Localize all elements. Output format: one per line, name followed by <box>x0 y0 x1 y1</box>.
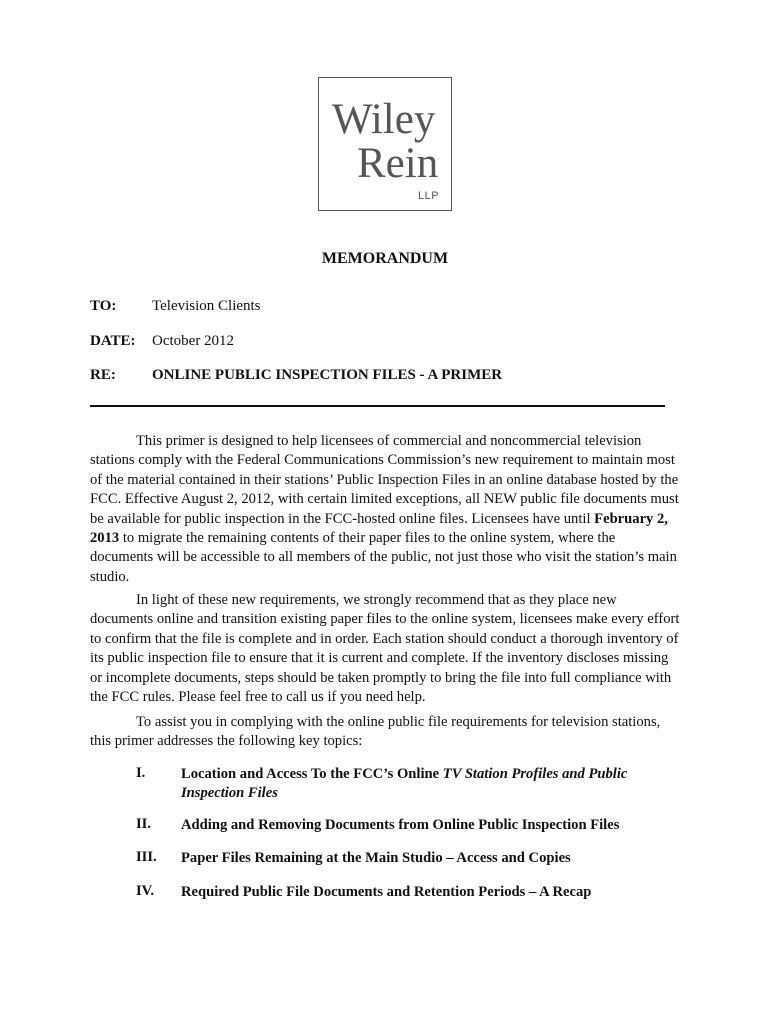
deadline-date: February 2, 2013 <box>90 510 668 547</box>
re-label: RE: <box>90 367 116 383</box>
topic-title: Paper Files Remaining at the Main Studio – Access and Copies <box>181 850 571 866</box>
logo-wiley: Wiley <box>332 96 436 143</box>
topic-number: I. <box>136 765 146 781</box>
paragraph-2: In light of these new requirements, we strongly recommend that as they place new documents online and transition existing paper files to the online system, licensees make every effort to confirm that the file is complete and in order. Each station should conduct a thorough inventory of its public inspection file to ensure that it is current and complete. If the inventory discloses missing or incomplete documents, steps should be taken promptly to bring the file into full compliance with the FCC rules. Please feel free to call us if you need help. <box>90 592 680 706</box>
paragraph-1 <box>90 432 682 587</box>
topic-number: IV. <box>136 883 154 899</box>
topic-number: II. <box>136 816 152 832</box>
logo-llp: LLP <box>418 190 440 202</box>
header-divider <box>90 405 665 407</box>
topic-title <box>181 765 681 803</box>
re-value: ONLINE PUBLIC INSPECTION FILES - A PRIMER <box>152 367 503 383</box>
topic-title: Required Public File Documents and Retention Periods – A Recap <box>181 884 592 900</box>
topic-title-part-a: Location and Access To the FCC’s Online <box>181 766 443 782</box>
topic-number: III. <box>136 849 157 865</box>
to-label: TO: <box>90 298 117 314</box>
topic-title: Adding and Removing Documents from Online Public Inspection Files <box>181 817 620 833</box>
date-value: October 2012 <box>152 333 235 349</box>
memo-title: MEMORANDUM <box>321 250 449 267</box>
paragraph-1-part-a: This primer is designed to help licensees of commercial and noncommercial television stations comply with the Federal Communications Commission’s new requirement to maintain most of the material contained in their stations’ Public Inspection Files in an online database hosted by the FCC. Effective August 2, 2012, with certain limited exceptions, all NEW public file documents must be available for public inspection in the FCC-hosted online files. Licensees have until <box>90 433 679 527</box>
date-label: DATE: <box>90 333 136 349</box>
paragraph-1-part-c: to migrate the remaining contents of their paper files to the online system, where the documents will be accessible to all members of the public, not just those who visit the station’s main studio. <box>90 530 677 585</box>
wiley-rein-logo <box>318 77 452 211</box>
paragraph-3: To assist you in complying with the online public file requirements for television stations, this primer addresses the following key topics: <box>90 714 661 750</box>
logo-rein: Rein <box>357 140 439 187</box>
topic-title-part-b: TV Station Profiles and Public Inspection Files <box>181 766 628 801</box>
to-value: Television Clients <box>152 298 261 314</box>
